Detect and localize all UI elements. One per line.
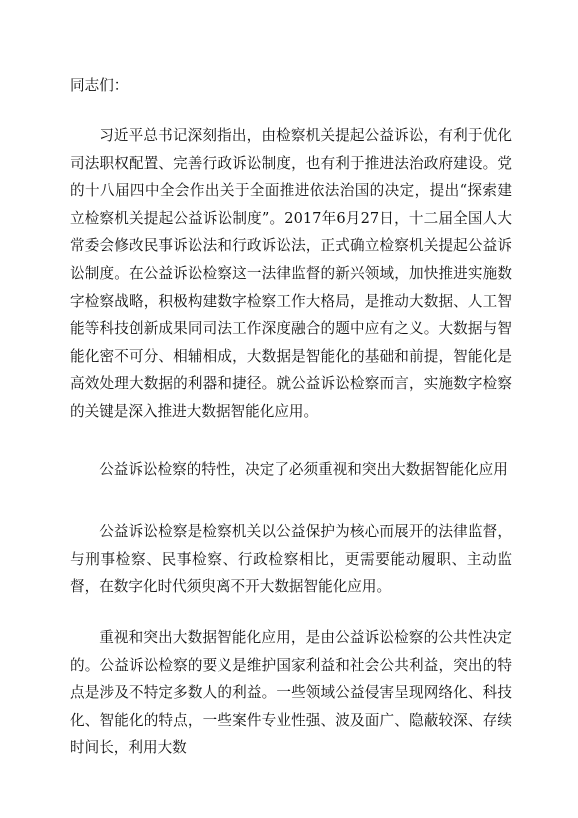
paragraph-publicness: 重视和突出大数据智能化应用，是由公益诉讼检察的公共性决定的。公益诉讼检察的要义是维护国家利益和社会公共利益，突出的特点是涉及不特定多数人的利益。一些领域公益侵害呈现网络化、科技化、智能化的特点，一些案件专业性强、波及面广、隐蔽较深、存续时间长，利用大数 [70, 629, 512, 757]
paragraph-characteristics: 公益诉讼检察是检察机关以公益保护为核心而展开的法律监督，与刑事检察、民事检察、行政检察相比，更需要能动履职、主动监督，在数字化时代须臾离不开大数据智能化应用。 [70, 523, 512, 596]
paragraph-intro: 习近平总书记深刻指出，由检察机关提起公益诉讼，有利于优化司法职权配置、完善行政诉讼制度，也有利于推进法治政府建设。党的十八届四中全会作出关于全面推进依法治国的决定，提出“探索建立检察机关提起公益诉讼制度”。2017年6月27日，十二届全国人大常委会修改民事诉讼法和行政诉讼法，正式确立检察机关提起公益诉讼制度。在公益诉讼检察这一法律监督的新兴领域，加快推进实施数字检察战略，积极构建数字检察工作大格局，是推动大数据、人工智能等科技创新成果同司法工作深度融合的题中应有之义。大数据与智能化密不可分、相辅相成，大数据是智能化的基础和前提，智能化是高效处理大数据的利器和捷径。就公益诉讼检察而言，实施数字检察的关键是深入推进大数据智能化应用。 [70, 127, 512, 420]
salutation: 同志们： [70, 77, 129, 94]
section-heading: 公益诉讼检察的特性，决定了必须重视和突出大数据智能化应用 [99, 461, 508, 478]
